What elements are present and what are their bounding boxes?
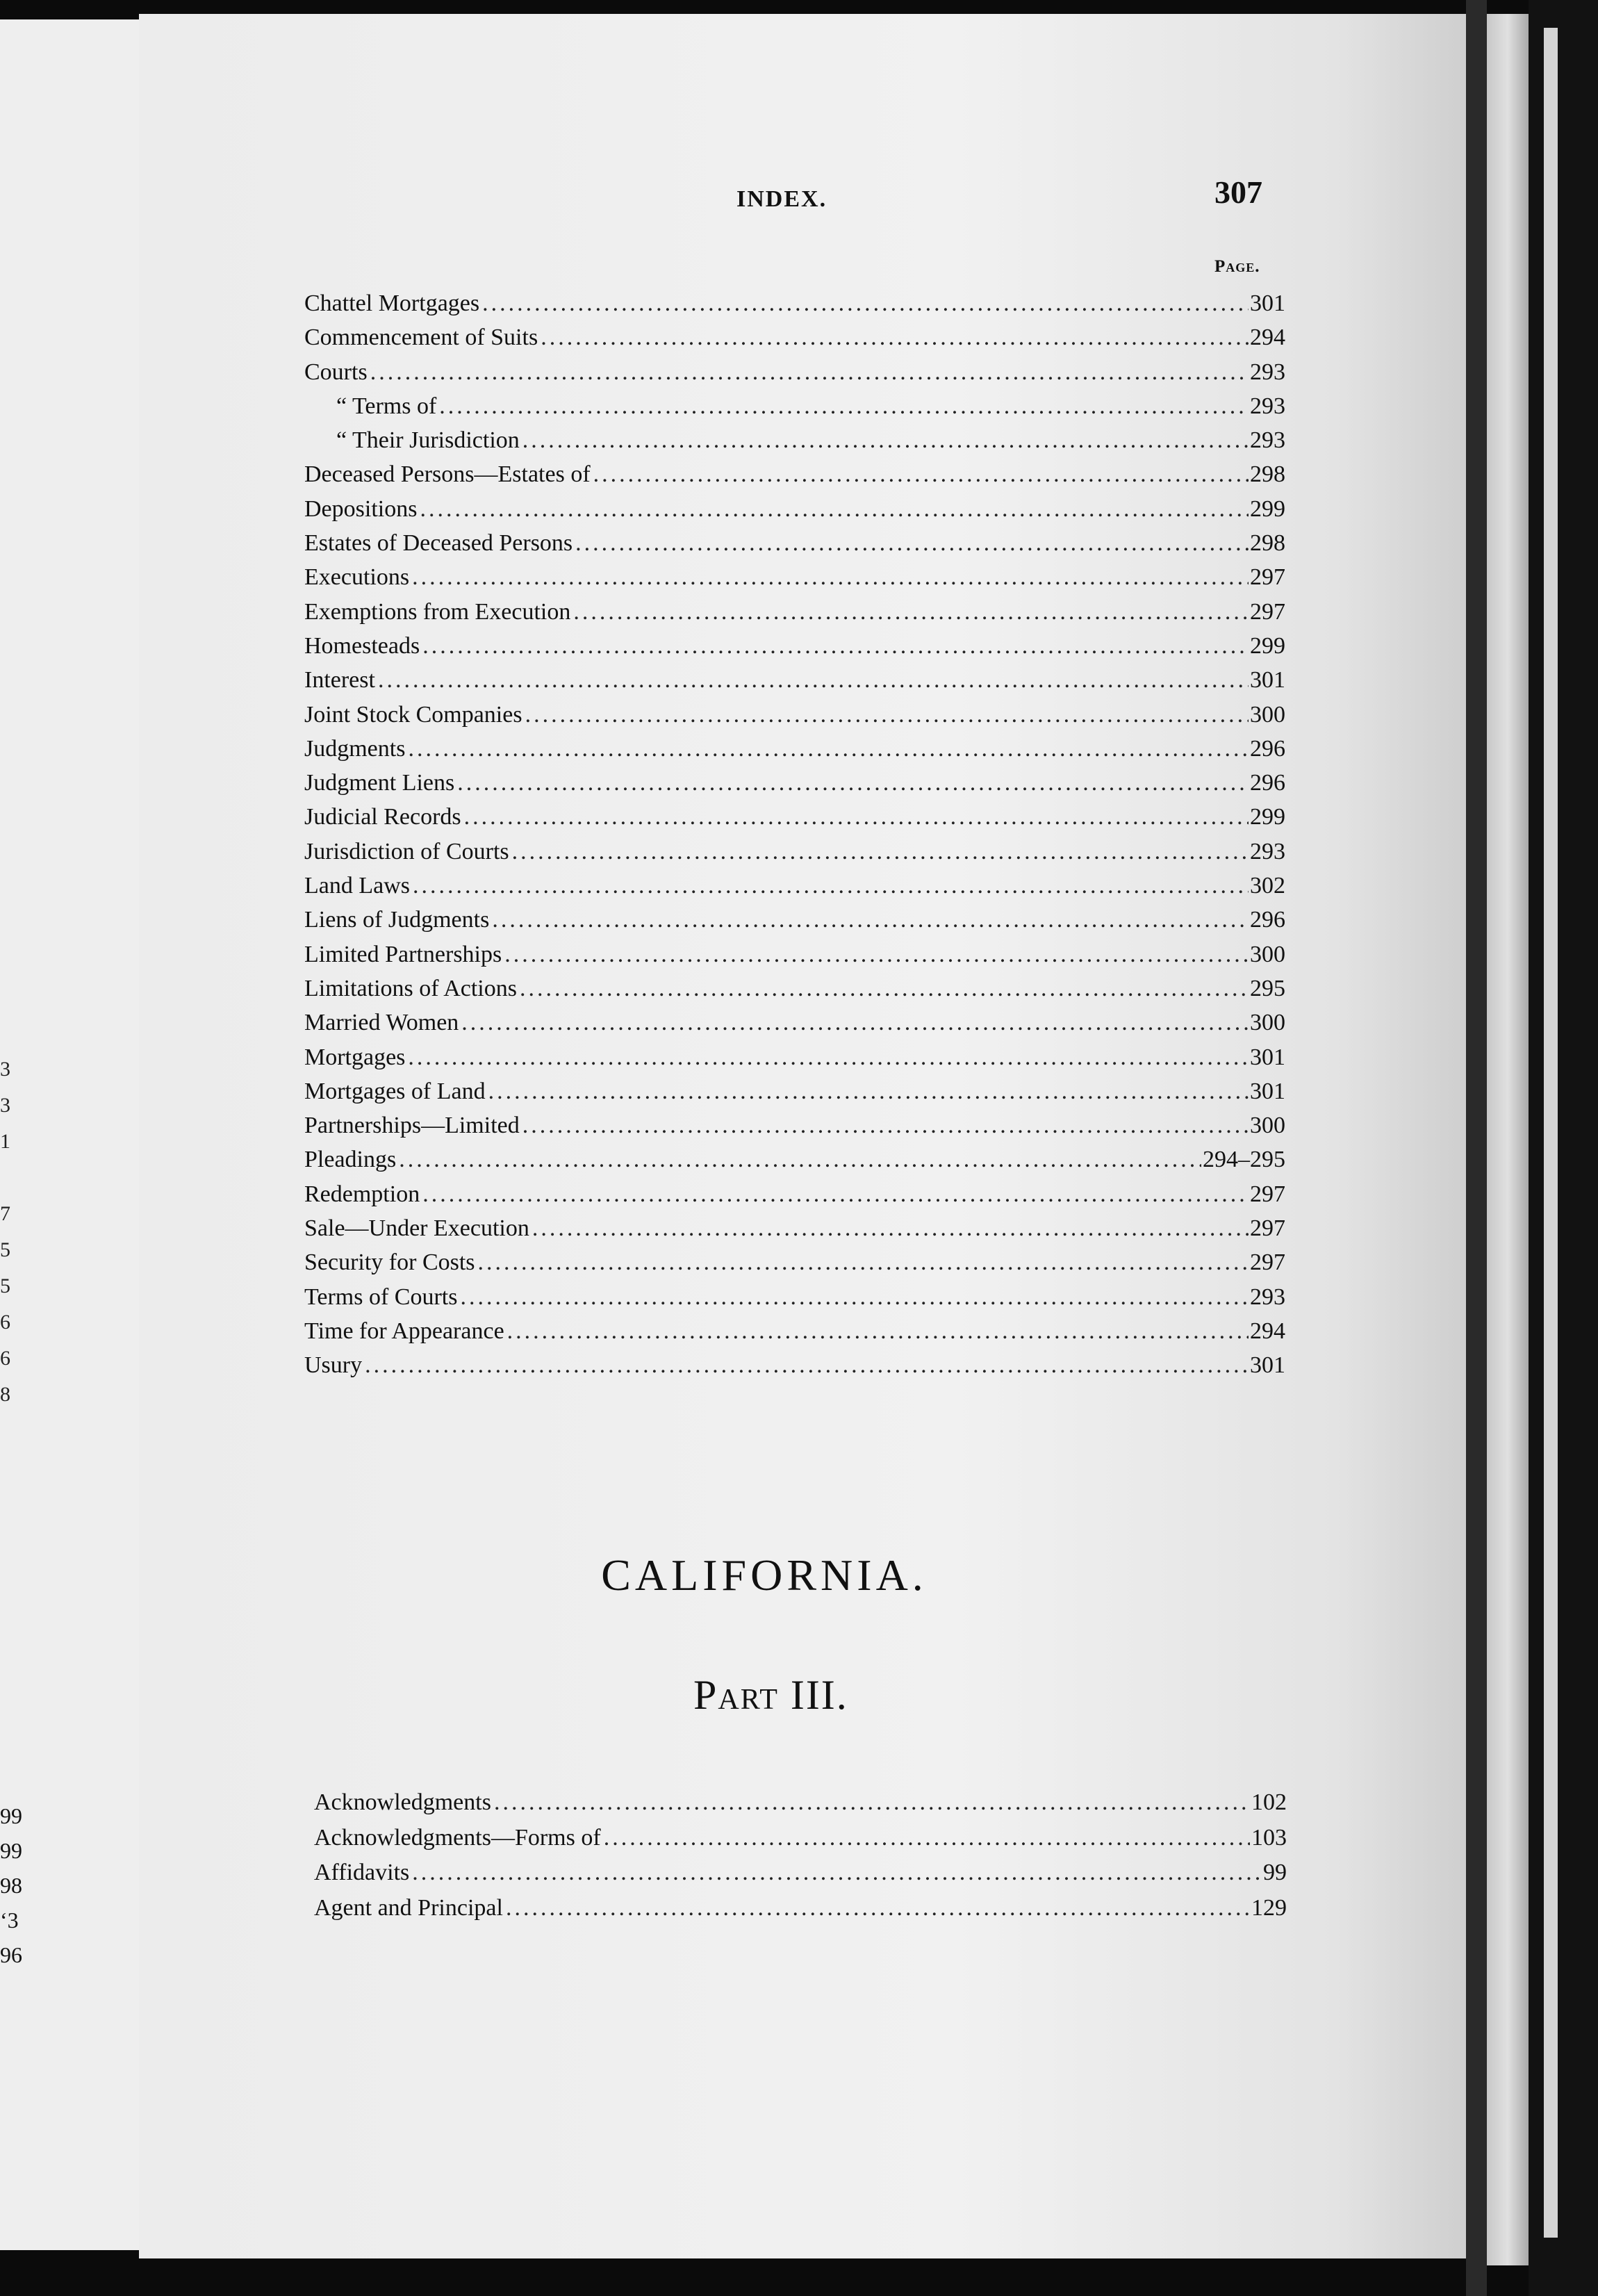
entry-pages: 301 [1250, 1044, 1285, 1070]
entry-pages: 129 [1251, 1894, 1287, 1921]
leader-dots [575, 530, 1249, 557]
entry-term: Agent and Principal [314, 1894, 503, 1921]
leader-dots [420, 496, 1249, 523]
facing-page-edge [0, 19, 163, 2250]
leader-dots [478, 1249, 1249, 1276]
leader-dots [604, 1825, 1250, 1851]
index-entry [304, 290, 1285, 325]
index-entry [304, 1079, 1285, 1113]
entry-pages: 293 [1250, 838, 1285, 864]
entry-term: Land Laws [304, 873, 411, 899]
entry-pages: 293 [1250, 359, 1285, 385]
index-entry [314, 1789, 1287, 1825]
index-entry [304, 770, 1285, 804]
leader-dots [408, 1044, 1249, 1071]
entry-pages: 296 [1250, 770, 1285, 796]
facing-number: 99 [0, 1803, 22, 1828]
index-entry [304, 461, 1285, 495]
entry-term: Mortgages of Land [304, 1078, 486, 1104]
leader-dots [573, 599, 1249, 625]
index-entry [304, 1284, 1285, 1318]
leader-dots [439, 393, 1249, 420]
index-list [304, 290, 1285, 1387]
entry-term: Chattel Mortgages [304, 290, 480, 316]
facing-mark: 6 [0, 1311, 10, 1334]
entry-pages: 299 [1250, 632, 1285, 659]
index-entry [304, 804, 1285, 838]
facing-mark: 3 [0, 1058, 10, 1081]
entry-term: Acknowledgments [314, 1789, 491, 1815]
page-column-label: Page. [1214, 257, 1260, 276]
index-entry [304, 736, 1285, 770]
leader-dots [461, 1284, 1249, 1311]
entry-pages: 297 [1250, 1181, 1285, 1207]
state-heading [0, 1550, 1598, 1601]
facing-mark: 3 [0, 1094, 10, 1117]
facing-mark: 7 [0, 1202, 10, 1225]
leader-dots [522, 427, 1249, 454]
entry-term: Mortgages [304, 1044, 406, 1070]
entry-pages: 298 [1250, 461, 1285, 488]
index-entry [304, 427, 1285, 461]
facing-mark: 8 [0, 1383, 10, 1406]
page-stack-edge [1544, 28, 1558, 2238]
entry-term: Limited Partnerships [304, 941, 502, 967]
entry-pages: 102 [1251, 1789, 1287, 1815]
leader-dots [412, 1860, 1262, 1886]
entry-term: Joint Stock Companies [304, 701, 522, 728]
entry-term: Pleadings [304, 1147, 397, 1173]
index-entry [304, 1352, 1285, 1386]
running-head: INDEX. [736, 186, 827, 212]
entry-term: Commencement of Suits [304, 325, 538, 351]
index-entry [304, 702, 1285, 736]
leader-dots [532, 1215, 1249, 1242]
facing-mark [0, 1160, 21, 1196]
index-entry [304, 873, 1285, 907]
index-entry [304, 393, 1285, 427]
index-entry [304, 976, 1285, 1010]
leader-dots [422, 1181, 1249, 1208]
leader-dots [412, 564, 1249, 591]
index-entry [314, 1895, 1287, 1930]
index-entry [304, 667, 1285, 701]
entry-term: Courts [304, 359, 368, 385]
leader-dots [504, 942, 1249, 968]
entry-term: Liens of Judgments [304, 907, 490, 933]
index-entry [304, 1318, 1285, 1352]
entry-pages: 297 [1250, 564, 1285, 591]
index-entry [304, 942, 1285, 976]
entry-term: Exemptions from Execution [304, 598, 571, 625]
entry-pages: 299 [1250, 495, 1285, 522]
index-entry [304, 1044, 1285, 1079]
index-entry [314, 1825, 1287, 1860]
facing-number: 96 [0, 1942, 22, 1967]
entry-term: Terms of Courts [304, 1284, 458, 1310]
entry-term: “ Terms of [336, 393, 437, 419]
entry-term: Limitations of Actions [304, 975, 517, 1001]
facing-number: ʻ3 [0, 1908, 19, 1933]
entry-term: Judgment Liens [304, 770, 455, 796]
entry-pages: 296 [1250, 735, 1285, 762]
leader-dots [494, 1789, 1250, 1816]
index-entry [304, 1113, 1285, 1147]
leader-dots [378, 667, 1249, 694]
entry-pages: 302 [1250, 873, 1285, 899]
entry-term: Deceased Persons—Estates of [304, 461, 591, 488]
index-entry [304, 359, 1285, 393]
entry-pages: 293 [1250, 393, 1285, 419]
leader-dots [541, 325, 1249, 351]
index-entry [304, 599, 1285, 633]
leader-dots [482, 290, 1249, 317]
leader-dots [399, 1147, 1201, 1173]
entry-pages: 301 [1250, 667, 1285, 694]
leader-dots [492, 907, 1249, 933]
entry-pages: 300 [1250, 1113, 1285, 1139]
entry-term: Homesteads [304, 632, 420, 659]
entry-term: Judicial Records [304, 804, 461, 830]
leader-dots [520, 976, 1249, 1002]
part-heading: Part III. [693, 1672, 848, 1718]
entry-pages: 294 [1250, 325, 1285, 351]
entry-pages: 300 [1250, 1010, 1285, 1036]
entry-term: Interest [304, 667, 375, 694]
leader-dots [522, 1113, 1249, 1139]
entry-pages: 297 [1250, 598, 1285, 625]
index-entry [304, 1147, 1285, 1181]
entry-term: Acknowledgments—Forms of [314, 1824, 601, 1851]
background-edge [1529, 0, 1598, 2296]
index-entry [304, 1215, 1285, 1249]
entry-pages: 301 [1250, 1078, 1285, 1104]
section-index-list [314, 1789, 1287, 1930]
leader-dots [525, 702, 1249, 728]
entry-pages: 103 [1251, 1824, 1287, 1851]
leader-dots [512, 839, 1249, 865]
entry-pages: 99 [1263, 1860, 1287, 1885]
entry-term: Usury [304, 1352, 363, 1379]
entry-term: Estates of Deceased Persons [304, 530, 573, 557]
entry-term: “ Their Jurisdiction [336, 427, 520, 454]
index-entry [304, 496, 1285, 530]
entry-term: Affidavits [314, 1860, 410, 1885]
facing-page-marks [0, 1051, 21, 1413]
entry-pages: 293 [1250, 1284, 1285, 1310]
entry-pages: 299 [1250, 804, 1285, 830]
facing-mark: 1 [0, 1130, 10, 1153]
leader-dots [593, 461, 1249, 488]
entry-term: Time for Appearance [304, 1318, 504, 1344]
leader-dots [507, 1318, 1249, 1345]
entry-pages: 293 [1250, 427, 1285, 454]
leader-dots [461, 1010, 1249, 1036]
leader-dots [422, 633, 1249, 659]
entry-term: Jurisdiction of Courts [304, 838, 509, 864]
entry-term: Executions [304, 564, 410, 591]
entry-pages: 294–295 [1203, 1147, 1285, 1173]
leader-dots [488, 1079, 1249, 1105]
index-entry [304, 633, 1285, 667]
state-heading-text: CALIFORNIA. [601, 1550, 928, 1600]
entry-pages: 296 [1250, 907, 1285, 933]
index-entry [304, 1181, 1285, 1215]
facing-mark: 6 [0, 1347, 10, 1370]
facing-number: 99 [0, 1838, 22, 1863]
leader-dots [457, 770, 1249, 796]
entry-term: Sale—Under Execution [304, 1215, 529, 1242]
entry-pages: 300 [1250, 941, 1285, 967]
index-entry [314, 1860, 1287, 1895]
entry-term: Partnerships—Limited [304, 1113, 520, 1139]
facing-number: 98 [0, 1873, 22, 1898]
entry-term: Married Women [304, 1010, 459, 1036]
facing-page-numbers [0, 1798, 42, 1972]
index-entry [304, 839, 1285, 873]
leader-dots [464, 804, 1249, 830]
index-entry [304, 1010, 1285, 1044]
entry-pages: 298 [1250, 530, 1285, 557]
index-entry [304, 530, 1285, 564]
facing-mark: 5 [0, 1238, 10, 1261]
leader-dots [413, 873, 1249, 899]
page-stack [1487, 14, 1529, 2265]
facing-mark: 5 [0, 1274, 10, 1297]
book-spine [1466, 0, 1487, 2296]
entry-pages: 301 [1250, 1352, 1285, 1379]
page-number: 307 [1214, 174, 1262, 210]
entry-pages: 297 [1250, 1249, 1285, 1276]
entry-pages: 294 [1250, 1318, 1285, 1344]
entry-term: Redemption [304, 1181, 420, 1207]
entry-term: Judgments [304, 735, 406, 762]
leader-dots [365, 1352, 1249, 1379]
leader-dots [370, 359, 1249, 386]
leader-dots [506, 1895, 1250, 1921]
index-entry [304, 907, 1285, 941]
entry-term: Depositions [304, 495, 418, 522]
entry-pages: 297 [1250, 1215, 1285, 1242]
index-entry [304, 1249, 1285, 1284]
entry-pages: 295 [1250, 975, 1285, 1001]
entry-pages: 300 [1250, 701, 1285, 728]
index-entry [304, 325, 1285, 359]
leader-dots [408, 736, 1249, 762]
entry-pages: 301 [1250, 290, 1285, 316]
index-entry [304, 564, 1285, 598]
entry-term: Security for Costs [304, 1249, 475, 1276]
